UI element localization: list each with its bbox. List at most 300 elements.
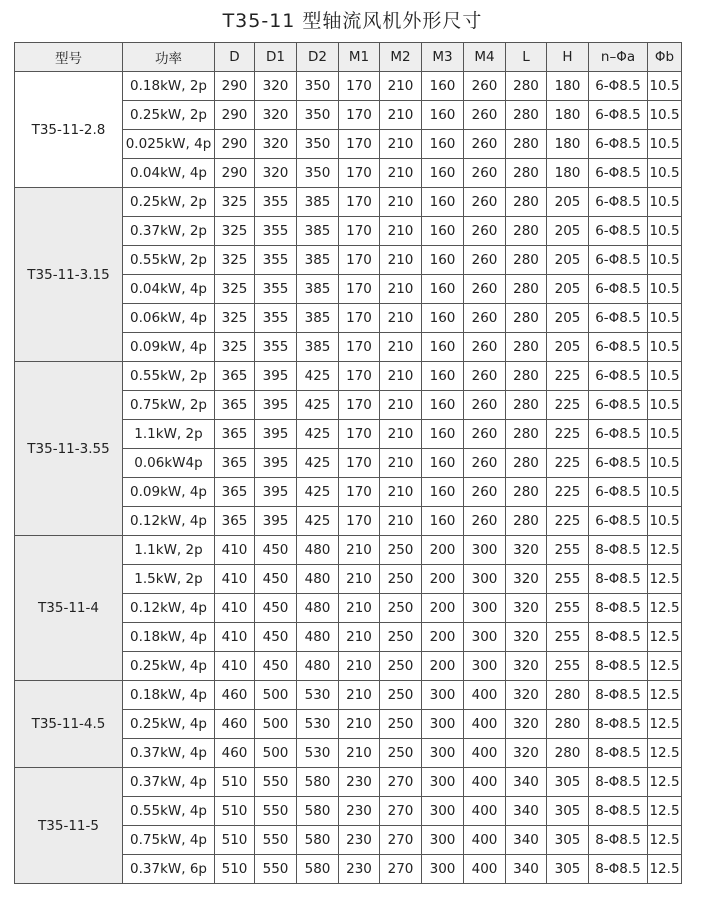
model-cell: T35-11-3.15 bbox=[15, 188, 123, 362]
power-cell: 0.55kW, 2p bbox=[123, 362, 215, 391]
dimension-cell: 8-Φ8.5 bbox=[589, 623, 648, 652]
dimension-cell: 395 bbox=[255, 478, 297, 507]
dimension-cell: 325 bbox=[215, 304, 255, 333]
dimension-cell: 325 bbox=[215, 275, 255, 304]
dimension-cell: 200 bbox=[422, 565, 464, 594]
dimension-cell: 6-Φ8.5 bbox=[589, 420, 648, 449]
dimension-cell: 170 bbox=[339, 478, 380, 507]
dimension-cell: 280 bbox=[506, 362, 547, 391]
dimension-cell: 12.5 bbox=[648, 565, 682, 594]
dimension-cell: 160 bbox=[422, 159, 464, 188]
dimension-cell: 365 bbox=[215, 507, 255, 536]
table-header bbox=[15, 43, 682, 72]
page-title: T35-11 型轴流风机外形尺寸 bbox=[222, 10, 483, 32]
dimension-cell: 210 bbox=[339, 652, 380, 681]
dimension-cell: 12.5 bbox=[648, 623, 682, 652]
dimension-cell: 280 bbox=[506, 159, 547, 188]
dimension-cell: 260 bbox=[464, 333, 506, 362]
dimension-cell: 385 bbox=[297, 304, 339, 333]
dimension-cell: 10.5 bbox=[648, 188, 682, 217]
dimension-cell: 260 bbox=[464, 217, 506, 246]
dimension-cell: 210 bbox=[380, 130, 422, 159]
dimension-cell: 6-Φ8.5 bbox=[589, 72, 648, 101]
dimension-cell: 210 bbox=[380, 391, 422, 420]
dimension-cell: 170 bbox=[339, 246, 380, 275]
dimension-cell: 400 bbox=[464, 739, 506, 768]
dimension-cell: 320 bbox=[506, 652, 547, 681]
dimension-cell: 320 bbox=[506, 710, 547, 739]
dimension-cell: 355 bbox=[255, 217, 297, 246]
dimension-cell: 385 bbox=[297, 275, 339, 304]
dimension-cell: 350 bbox=[297, 130, 339, 159]
dimension-cell: 170 bbox=[339, 217, 380, 246]
dimension-cell: 320 bbox=[506, 565, 547, 594]
model-cell: T35-11-4.5 bbox=[15, 681, 123, 768]
dimension-cell: 250 bbox=[380, 594, 422, 623]
dimension-cell: 320 bbox=[255, 101, 297, 130]
model-cell: T35-11-3.55 bbox=[15, 362, 123, 536]
dimension-cell: 340 bbox=[506, 797, 547, 826]
dimension-cell: 210 bbox=[380, 72, 422, 101]
dimension-cell: 230 bbox=[339, 826, 380, 855]
dimension-cell: 580 bbox=[297, 826, 339, 855]
dimension-cell: 170 bbox=[339, 449, 380, 478]
dimension-cell: 365 bbox=[215, 391, 255, 420]
dimension-cell: 340 bbox=[506, 826, 547, 855]
dimension-cell: 10.5 bbox=[648, 217, 682, 246]
dimension-cell: 230 bbox=[339, 855, 380, 884]
dimension-cell: 225 bbox=[547, 420, 589, 449]
dimension-cell: 395 bbox=[255, 391, 297, 420]
dimension-cell: 500 bbox=[255, 710, 297, 739]
dimension-cell: 260 bbox=[464, 362, 506, 391]
dimension-cell: 200 bbox=[422, 594, 464, 623]
dimension-cell: 355 bbox=[255, 275, 297, 304]
dimension-cell: 160 bbox=[422, 362, 464, 391]
power-cell: 0.25kW, 2p bbox=[123, 188, 215, 217]
dimension-cell: 260 bbox=[464, 507, 506, 536]
dimension-cell: 300 bbox=[464, 536, 506, 565]
dimension-cell: 480 bbox=[297, 623, 339, 652]
dimension-cell: 425 bbox=[297, 362, 339, 391]
dimension-cell: 280 bbox=[547, 710, 589, 739]
power-cell: 0.25kW, 4p bbox=[123, 652, 215, 681]
dimension-cell: 205 bbox=[547, 188, 589, 217]
power-cell: 0.37kW, 4p bbox=[123, 768, 215, 797]
power-cell: 0.18kW, 4p bbox=[123, 623, 215, 652]
dimension-cell: 210 bbox=[380, 188, 422, 217]
column-header: D1 bbox=[255, 43, 297, 72]
dimension-cell: 12.5 bbox=[648, 710, 682, 739]
power-cell: 0.18kW, 2p bbox=[123, 72, 215, 101]
dimension-cell: 200 bbox=[422, 623, 464, 652]
dimension-cell: 400 bbox=[464, 710, 506, 739]
dimension-cell: 210 bbox=[380, 159, 422, 188]
dimension-cell: 160 bbox=[422, 391, 464, 420]
dimension-cell: 320 bbox=[506, 739, 547, 768]
dimension-cell: 290 bbox=[215, 159, 255, 188]
dimension-cell: 250 bbox=[380, 536, 422, 565]
dimension-cell: 8-Φ8.5 bbox=[589, 855, 648, 884]
dimension-cell: 325 bbox=[215, 246, 255, 275]
power-cell: 0.25kW, 4p bbox=[123, 710, 215, 739]
dimension-cell: 8-Φ8.5 bbox=[589, 565, 648, 594]
dimension-cell: 210 bbox=[380, 333, 422, 362]
dimension-cell: 305 bbox=[547, 855, 589, 884]
column-header: D bbox=[215, 43, 255, 72]
dimension-cell: 10.5 bbox=[648, 101, 682, 130]
dimension-cell: 8-Φ8.5 bbox=[589, 826, 648, 855]
fan-dimensions-table bbox=[14, 42, 682, 884]
dimension-cell: 6-Φ8.5 bbox=[589, 188, 648, 217]
dimension-cell: 180 bbox=[547, 159, 589, 188]
dimension-cell: 325 bbox=[215, 217, 255, 246]
dimension-cell: 425 bbox=[297, 507, 339, 536]
dimension-cell: 300 bbox=[422, 739, 464, 768]
dimension-cell: 210 bbox=[339, 594, 380, 623]
dimension-cell: 385 bbox=[297, 217, 339, 246]
column-header: H bbox=[547, 43, 589, 72]
power-cell: 1.5kW, 2p bbox=[123, 565, 215, 594]
dimension-cell: 350 bbox=[297, 72, 339, 101]
dimension-cell: 300 bbox=[422, 681, 464, 710]
dimension-cell: 280 bbox=[506, 188, 547, 217]
dimension-cell: 395 bbox=[255, 362, 297, 391]
dimension-cell: 160 bbox=[422, 333, 464, 362]
dimension-cell: 410 bbox=[215, 594, 255, 623]
dimension-cell: 170 bbox=[339, 362, 380, 391]
dimension-cell: 210 bbox=[380, 101, 422, 130]
dimension-cell: 460 bbox=[215, 739, 255, 768]
dimension-cell: 350 bbox=[297, 159, 339, 188]
dimension-cell: 260 bbox=[464, 304, 506, 333]
dimension-cell: 300 bbox=[422, 710, 464, 739]
dimension-cell: 225 bbox=[547, 449, 589, 478]
power-cell: 0.18kW, 4p bbox=[123, 681, 215, 710]
dimension-cell: 8-Φ8.5 bbox=[589, 594, 648, 623]
table-row bbox=[15, 362, 682, 391]
dimension-cell: 210 bbox=[339, 739, 380, 768]
dimension-cell: 270 bbox=[380, 826, 422, 855]
dimension-cell: 180 bbox=[547, 72, 589, 101]
dimension-cell: 160 bbox=[422, 304, 464, 333]
dimension-cell: 12.5 bbox=[648, 797, 682, 826]
dimension-cell: 280 bbox=[547, 739, 589, 768]
dimension-cell: 395 bbox=[255, 507, 297, 536]
dimension-cell: 400 bbox=[464, 768, 506, 797]
dimension-cell: 365 bbox=[215, 362, 255, 391]
dimension-cell: 410 bbox=[215, 652, 255, 681]
dimension-cell: 580 bbox=[297, 768, 339, 797]
dimension-cell: 250 bbox=[380, 681, 422, 710]
dimension-cell: 255 bbox=[547, 594, 589, 623]
dimension-cell: 400 bbox=[464, 826, 506, 855]
dimension-cell: 280 bbox=[506, 275, 547, 304]
dimension-cell: 385 bbox=[297, 333, 339, 362]
dimension-cell: 160 bbox=[422, 72, 464, 101]
dimension-cell: 300 bbox=[464, 594, 506, 623]
dimension-cell: 400 bbox=[464, 797, 506, 826]
dimension-cell: 350 bbox=[297, 101, 339, 130]
dimension-cell: 260 bbox=[464, 101, 506, 130]
dimension-cell: 385 bbox=[297, 246, 339, 275]
dimension-cell: 365 bbox=[215, 420, 255, 449]
dimension-cell: 210 bbox=[339, 536, 380, 565]
dimension-cell: 300 bbox=[464, 623, 506, 652]
dimension-cell: 260 bbox=[464, 246, 506, 275]
dimension-cell: 170 bbox=[339, 333, 380, 362]
dimension-cell: 450 bbox=[255, 565, 297, 594]
dimension-cell: 225 bbox=[547, 391, 589, 420]
power-cell: 0.55kW, 2p bbox=[123, 246, 215, 275]
dimension-cell: 210 bbox=[380, 362, 422, 391]
dimension-cell: 160 bbox=[422, 188, 464, 217]
dimension-cell: 270 bbox=[380, 768, 422, 797]
power-cell: 1.1kW, 2p bbox=[123, 536, 215, 565]
dimension-cell: 280 bbox=[506, 333, 547, 362]
dimension-cell: 260 bbox=[464, 130, 506, 159]
dimension-cell: 205 bbox=[547, 333, 589, 362]
dimension-cell: 210 bbox=[339, 623, 380, 652]
dimension-cell: 6-Φ8.5 bbox=[589, 333, 648, 362]
dimension-cell: 530 bbox=[297, 710, 339, 739]
model-cell: T35-11-4 bbox=[15, 536, 123, 681]
power-cell: 0.75kW, 4p bbox=[123, 826, 215, 855]
dimension-cell: 580 bbox=[297, 855, 339, 884]
dimension-cell: 320 bbox=[255, 72, 297, 101]
power-cell: 1.1kW, 2p bbox=[123, 420, 215, 449]
dimension-cell: 510 bbox=[215, 855, 255, 884]
dimension-cell: 395 bbox=[255, 449, 297, 478]
column-header: D2 bbox=[297, 43, 339, 72]
dimension-cell: 6-Φ8.5 bbox=[589, 159, 648, 188]
power-cell: 0.37kW, 6p bbox=[123, 855, 215, 884]
dimension-cell: 8-Φ8.5 bbox=[589, 739, 648, 768]
dimension-cell: 280 bbox=[506, 217, 547, 246]
dimension-cell: 480 bbox=[297, 652, 339, 681]
model-cell: T35-11-2.8 bbox=[15, 72, 123, 188]
dimension-cell: 280 bbox=[506, 304, 547, 333]
dimension-cell: 410 bbox=[215, 536, 255, 565]
dimension-cell: 400 bbox=[464, 855, 506, 884]
dimension-cell: 280 bbox=[506, 101, 547, 130]
dimension-cell: 260 bbox=[464, 275, 506, 304]
dimension-cell: 8-Φ8.5 bbox=[589, 681, 648, 710]
dimension-cell: 12.5 bbox=[648, 739, 682, 768]
dimension-cell: 260 bbox=[464, 159, 506, 188]
dimension-cell: 510 bbox=[215, 826, 255, 855]
dimension-cell: 160 bbox=[422, 275, 464, 304]
dimension-cell: 8-Φ8.5 bbox=[589, 710, 648, 739]
dimension-cell: 460 bbox=[215, 681, 255, 710]
column-header: M2 bbox=[380, 43, 422, 72]
dimension-cell: 290 bbox=[215, 72, 255, 101]
dimension-cell: 10.5 bbox=[648, 275, 682, 304]
dimension-cell: 6-Φ8.5 bbox=[589, 362, 648, 391]
dimension-cell: 255 bbox=[547, 623, 589, 652]
dimension-cell: 210 bbox=[339, 681, 380, 710]
dimension-cell: 210 bbox=[339, 565, 380, 594]
dimension-cell: 205 bbox=[547, 304, 589, 333]
dimension-cell: 260 bbox=[464, 391, 506, 420]
dimension-cell: 10.5 bbox=[648, 478, 682, 507]
column-header: 功率 bbox=[123, 43, 215, 72]
dimension-cell: 460 bbox=[215, 710, 255, 739]
dimension-cell: 530 bbox=[297, 739, 339, 768]
dimension-cell: 12.5 bbox=[648, 826, 682, 855]
dimension-cell: 270 bbox=[380, 855, 422, 884]
dimension-cell: 6-Φ8.5 bbox=[589, 304, 648, 333]
dimension-cell: 280 bbox=[506, 246, 547, 275]
dimension-cell: 280 bbox=[506, 420, 547, 449]
dimension-cell: 290 bbox=[215, 101, 255, 130]
dimension-cell: 210 bbox=[380, 304, 422, 333]
table-row bbox=[15, 768, 682, 797]
dimension-cell: 385 bbox=[297, 188, 339, 217]
dimension-cell: 365 bbox=[215, 449, 255, 478]
power-cell: 0.06kW4p bbox=[123, 449, 215, 478]
power-cell: 0.025kW, 4p bbox=[123, 130, 215, 159]
dimension-cell: 300 bbox=[464, 652, 506, 681]
dimension-cell: 300 bbox=[422, 797, 464, 826]
dimension-cell: 6-Φ8.5 bbox=[589, 391, 648, 420]
dimension-cell: 320 bbox=[506, 536, 547, 565]
dimension-cell: 320 bbox=[506, 594, 547, 623]
dimension-cell: 10.5 bbox=[648, 72, 682, 101]
power-cell: 0.12kW, 4p bbox=[123, 594, 215, 623]
dimension-cell: 450 bbox=[255, 652, 297, 681]
dimension-cell: 260 bbox=[464, 420, 506, 449]
power-cell: 0.06kW, 4p bbox=[123, 304, 215, 333]
dimension-cell: 225 bbox=[547, 507, 589, 536]
dimension-cell: 305 bbox=[547, 797, 589, 826]
dimension-cell: 210 bbox=[380, 478, 422, 507]
dimension-cell: 160 bbox=[422, 217, 464, 246]
dimension-cell: 6-Φ8.5 bbox=[589, 217, 648, 246]
column-header: 型号 bbox=[15, 43, 123, 72]
column-header: L bbox=[506, 43, 547, 72]
dimension-cell: 260 bbox=[464, 478, 506, 507]
dimension-cell: 170 bbox=[339, 130, 380, 159]
dimension-cell: 210 bbox=[380, 275, 422, 304]
dimension-cell: 8-Φ8.5 bbox=[589, 652, 648, 681]
dimension-cell: 425 bbox=[297, 420, 339, 449]
dimension-cell: 170 bbox=[339, 304, 380, 333]
dimension-cell: 160 bbox=[422, 246, 464, 275]
dimension-cell: 355 bbox=[255, 333, 297, 362]
dimension-cell: 280 bbox=[547, 681, 589, 710]
dimension-cell: 12.5 bbox=[648, 681, 682, 710]
dimension-cell: 180 bbox=[547, 130, 589, 159]
power-cell: 0.04kW, 4p bbox=[123, 159, 215, 188]
dimension-cell: 210 bbox=[380, 507, 422, 536]
dimension-cell: 510 bbox=[215, 768, 255, 797]
dimension-cell: 320 bbox=[506, 681, 547, 710]
dimension-cell: 305 bbox=[547, 768, 589, 797]
dimension-cell: 230 bbox=[339, 797, 380, 826]
dimension-cell: 10.5 bbox=[648, 391, 682, 420]
dimension-cell: 160 bbox=[422, 101, 464, 130]
dimension-cell: 255 bbox=[547, 536, 589, 565]
dimension-cell: 365 bbox=[215, 478, 255, 507]
power-cell: 0.09kW, 4p bbox=[123, 478, 215, 507]
dimension-cell: 550 bbox=[255, 826, 297, 855]
table-body bbox=[15, 72, 682, 884]
dimension-cell: 260 bbox=[464, 72, 506, 101]
dimension-cell: 250 bbox=[380, 565, 422, 594]
dimension-cell: 340 bbox=[506, 768, 547, 797]
dimension-cell: 340 bbox=[506, 855, 547, 884]
dimension-cell: 300 bbox=[464, 565, 506, 594]
table-row bbox=[15, 681, 682, 710]
dimension-cell: 500 bbox=[255, 681, 297, 710]
dimension-cell: 260 bbox=[464, 449, 506, 478]
dimension-cell: 305 bbox=[547, 826, 589, 855]
power-cell: 0.04kW, 4p bbox=[123, 275, 215, 304]
dimension-cell: 10.5 bbox=[648, 420, 682, 449]
dimension-cell: 210 bbox=[380, 217, 422, 246]
dimension-cell: 8-Φ8.5 bbox=[589, 797, 648, 826]
dimension-cell: 10.5 bbox=[648, 449, 682, 478]
column-header: M3 bbox=[422, 43, 464, 72]
dimension-cell: 6-Φ8.5 bbox=[589, 275, 648, 304]
dimension-cell: 12.5 bbox=[648, 768, 682, 797]
dimension-cell: 300 bbox=[422, 768, 464, 797]
dimension-cell: 180 bbox=[547, 101, 589, 130]
dimension-cell: 355 bbox=[255, 188, 297, 217]
dimension-cell: 450 bbox=[255, 536, 297, 565]
power-cell: 0.09kW, 4p bbox=[123, 333, 215, 362]
dimension-cell: 280 bbox=[506, 391, 547, 420]
dimension-cell: 210 bbox=[339, 710, 380, 739]
dimension-cell: 500 bbox=[255, 739, 297, 768]
dimension-cell: 170 bbox=[339, 507, 380, 536]
dimension-cell: 160 bbox=[422, 130, 464, 159]
dimension-cell: 280 bbox=[506, 72, 547, 101]
dimension-cell: 10.5 bbox=[648, 130, 682, 159]
dimension-cell: 255 bbox=[547, 652, 589, 681]
dimension-cell: 170 bbox=[339, 101, 380, 130]
dimension-cell: 480 bbox=[297, 594, 339, 623]
header-row bbox=[15, 43, 682, 72]
dimension-cell: 10.5 bbox=[648, 333, 682, 362]
dimension-cell: 250 bbox=[380, 652, 422, 681]
dimension-cell: 6-Φ8.5 bbox=[589, 449, 648, 478]
dimension-cell: 325 bbox=[215, 333, 255, 362]
dimension-cell: 480 bbox=[297, 565, 339, 594]
dimension-cell: 230 bbox=[339, 768, 380, 797]
power-cell: 0.37kW, 2p bbox=[123, 217, 215, 246]
model-cell: T35-11-5 bbox=[15, 768, 123, 884]
dimension-cell: 160 bbox=[422, 507, 464, 536]
dimension-cell: 260 bbox=[464, 188, 506, 217]
dimension-cell: 225 bbox=[547, 478, 589, 507]
dimension-cell: 250 bbox=[380, 623, 422, 652]
dimension-cell: 280 bbox=[506, 449, 547, 478]
column-header: M4 bbox=[464, 43, 506, 72]
table-row bbox=[15, 72, 682, 101]
dimension-cell: 6-Φ8.5 bbox=[589, 246, 648, 275]
dimension-cell: 170 bbox=[339, 420, 380, 449]
dimension-cell: 6-Φ8.5 bbox=[589, 507, 648, 536]
dimension-cell: 210 bbox=[380, 246, 422, 275]
dimension-cell: 425 bbox=[297, 391, 339, 420]
dimension-cell: 280 bbox=[506, 507, 547, 536]
power-cell: 0.37kW, 4p bbox=[123, 739, 215, 768]
dimension-cell: 270 bbox=[380, 797, 422, 826]
power-cell: 0.55kW, 4p bbox=[123, 797, 215, 826]
dimension-cell: 10.5 bbox=[648, 304, 682, 333]
